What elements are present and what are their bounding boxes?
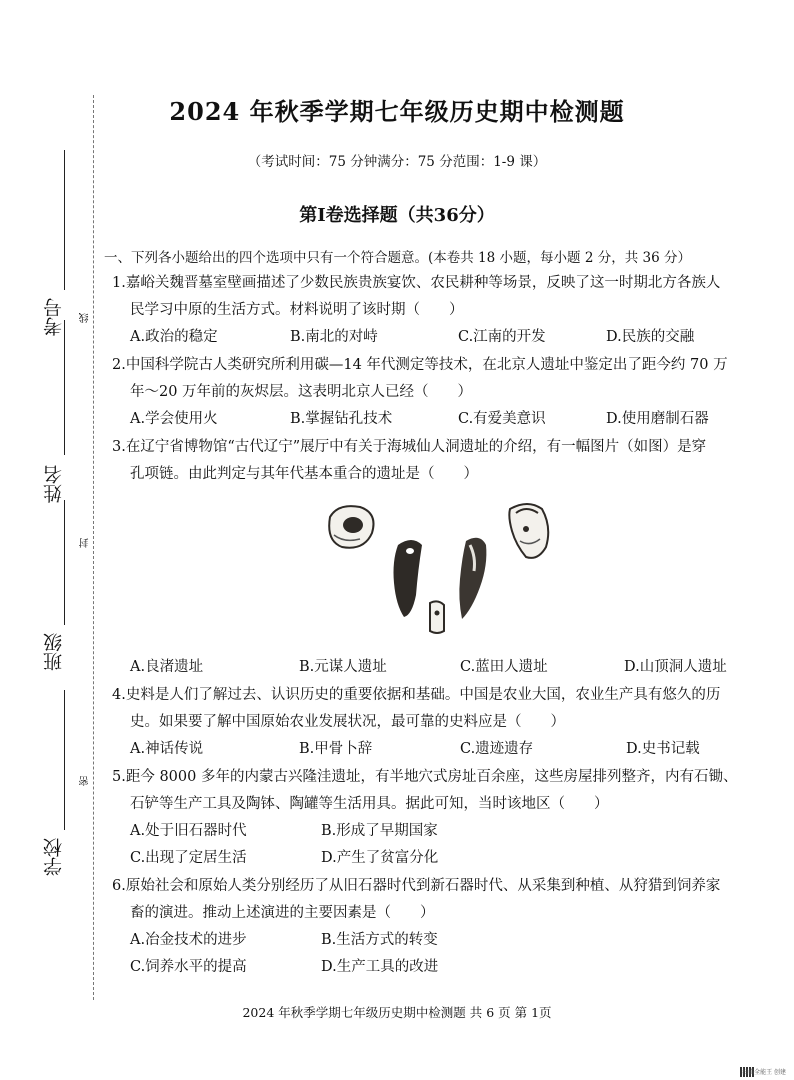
tooth-pendant-right: [459, 538, 486, 619]
bone-bead-center: [430, 601, 444, 633]
question-text: 在辽宁省博物馆“古代辽宁”展厅中有关于海城仙人洞遗址的介绍，有一幅图片（如图）是穿: [125, 439, 707, 455]
tooth-pendant-left: [394, 540, 423, 617]
margin-marker-feng: 封: [80, 538, 91, 548]
option-a[interactable]: A.神话传说: [130, 741, 204, 757]
question-5: [112, 764, 762, 872]
question-stem-line: [112, 297, 762, 324]
shell-pendant-right: [509, 504, 548, 558]
section-instruction: 一、下列各小题给出的四个选项中只有一个符合题意。(本卷共 18 小题，每小题 2 分，共 36 分）: [104, 250, 691, 266]
binding-dashed-line: [93, 95, 94, 1000]
question-2: [112, 352, 762, 433]
option-c[interactable]: C.遗迹遗存: [460, 741, 534, 757]
option-a[interactable]: A.冶金技术的进步: [130, 932, 247, 948]
question-stem-line: [112, 434, 762, 461]
question-3: [112, 434, 762, 488]
question-stem-line: [112, 709, 762, 736]
question-6: [112, 873, 762, 981]
options-row: [112, 654, 762, 681]
margin-marker-mi: 密: [80, 776, 91, 786]
school-label: 学校: [43, 838, 65, 876]
options-row: [112, 324, 762, 351]
option-d[interactable]: D.史书记载: [626, 741, 700, 757]
necklace-artifact-figure: [320, 495, 560, 645]
option-c[interactable]: C.有爱美意识: [458, 411, 546, 427]
question-number: 4.: [112, 687, 126, 703]
options-row: [112, 954, 762, 981]
option-a[interactable]: A.学会使用火: [130, 411, 218, 427]
option-a[interactable]: A.处于旧石器时代: [130, 823, 247, 839]
exam-number-label: 考号: [43, 298, 65, 336]
question-3-options: [112, 654, 762, 681]
option-b[interactable]: B.生活方式的转变: [321, 932, 438, 948]
option-a[interactable]: A.政治的稳定: [130, 329, 218, 345]
section-title: 第Ⅰ卷选择题（共36分）: [299, 205, 495, 226]
question-stem-line: [112, 461, 762, 488]
question-stem-line: [112, 873, 762, 900]
option-b[interactable]: B.南北的对峙: [290, 329, 378, 345]
question-text: 距今 8000 多年的内蒙古兴隆洼遗址，有半地穴式房址百余座，这些房屋排列整齐，内有石锄、: [125, 769, 738, 785]
option-d[interactable]: D.民族的交融: [606, 329, 695, 345]
question-text: 原始社会和原始人类分别经历了从旧石器时代到新石器时代、从采集到种植、从狩猎到饲养家: [125, 878, 721, 894]
option-a[interactable]: A.良渚遗址: [130, 659, 204, 675]
question-text: 畜的演进。推动上述演进的主要因素是（ ）: [130, 905, 435, 921]
page-title: 2024 年秋季学期七年级历史期中检测题: [169, 97, 625, 126]
question-text: 年～20 万年前的灰烬层。这表明北京人已经（ ）: [130, 384, 473, 400]
question-text: 石铲等生产工具及陶钵、陶罐等生活用具。据此可知，当时该地区（ ）: [130, 796, 609, 812]
option-c[interactable]: C.蓝田人遗址: [460, 659, 548, 675]
scanner-watermark: 扫描全能王 创建: [742, 1069, 786, 1076]
question-stem-line: [112, 764, 762, 791]
shell-pendant-left: [329, 506, 373, 548]
question-number: 5.: [112, 769, 126, 785]
question-text: 嘉峪关魏晋墓室壁画描述了少数民族贵族宴饮、农民耕种等场景，反映了这一时期北方各族人: [125, 275, 721, 291]
option-b[interactable]: B.甲骨卜辞: [299, 741, 373, 757]
school-line[interactable]: [64, 690, 65, 830]
question-1: [112, 270, 762, 351]
option-c[interactable]: C.出现了定居生活: [130, 850, 247, 866]
options-row: [112, 406, 762, 433]
question-text: 民学习中原的生活方式。材料说明了该时期（ ）: [130, 302, 464, 318]
question-text: 孔项链。由此判定与其年代基本重合的遗址是（ ）: [130, 466, 478, 482]
option-b[interactable]: B.掌握钻孔技术: [290, 411, 393, 427]
question-stem-line: [112, 352, 762, 379]
question-4: [112, 682, 762, 763]
question-stem-line: [112, 379, 762, 406]
options-row: [112, 927, 762, 954]
options-row: [112, 845, 762, 872]
question-number: 1.: [112, 275, 126, 291]
question-text: 史。如果要了解中国原始农业发展状况，最可靠的史料应是（ ）: [130, 714, 565, 730]
question-text: 中国科学院古人类研究所利用碳—14 年代测定等技术，在北京人遗址中鉴定出了距今约 70 万: [125, 357, 728, 373]
class-line[interactable]: [64, 500, 65, 625]
options-row: [112, 736, 762, 763]
option-c[interactable]: C.江南的开发: [458, 329, 546, 345]
option-b[interactable]: B.形成了早期国家: [321, 823, 438, 839]
option-c[interactable]: C.饲养水平的提高: [130, 959, 247, 975]
name-label: 姓名: [43, 465, 65, 503]
question-stem-line: [112, 791, 762, 818]
question-number: 2.: [112, 357, 126, 373]
option-d[interactable]: D.产生了贫富分化: [321, 850, 439, 866]
option-d[interactable]: D.使用磨制石器: [606, 411, 709, 427]
question-stem-line: [112, 900, 762, 927]
exam-info: （考试时间：75 分钟满分：75 分范围：1-9 课）: [247, 154, 547, 170]
question-number: 6.: [112, 878, 126, 894]
options-row: [112, 818, 762, 845]
option-d[interactable]: D.生产工具的改进: [321, 959, 439, 975]
margin-marker-xian: 线: [80, 313, 91, 323]
class-label: 班级: [43, 633, 65, 671]
question-stem-line: [112, 682, 762, 709]
question-stem-line: [112, 270, 762, 297]
question-number: 3.: [112, 439, 126, 455]
option-b[interactable]: B.元谋人遗址: [299, 659, 387, 675]
option-d[interactable]: D.山顶洞人遗址: [624, 659, 727, 675]
name-line[interactable]: [64, 320, 65, 455]
question-text: 史料是人们了解过去、认识历史的重要依据和基础。中国是农业大国，农业生产具有悠久的历: [125, 687, 721, 703]
page-footer: 2024 年秋季学期七年级历史期中检测题 共 6 页 第 1页: [242, 1005, 552, 1020]
